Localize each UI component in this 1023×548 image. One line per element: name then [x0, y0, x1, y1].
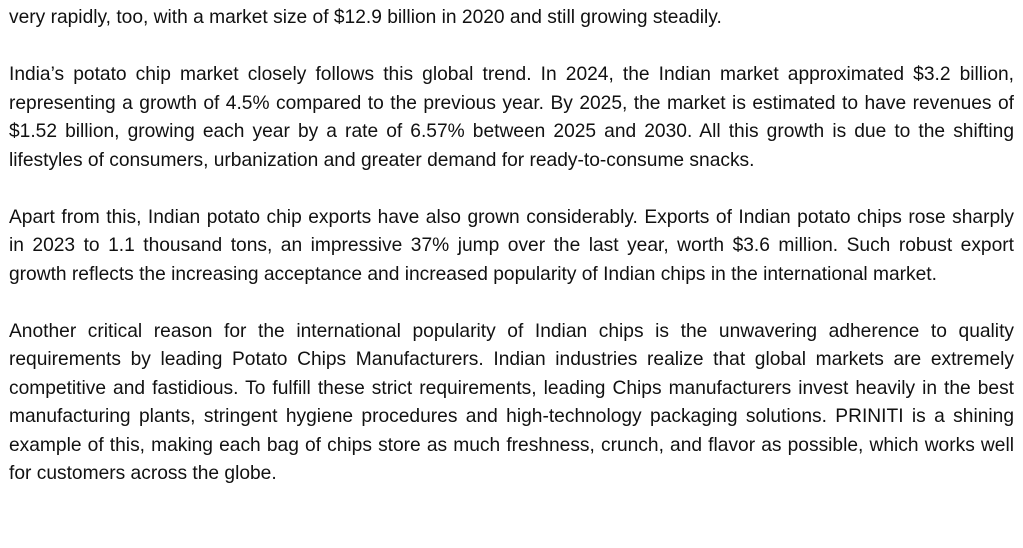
paragraph-india-market: India’s potato chip market closely follows this global trend. In 2024, the Indian market approximated $3.2 billion, representing a growth of 4.5% compared to the previous year. By 2025, the market is estimated to have revenues of $1.52 billion, growing each year by a rate of 6.57% between 2025 and 2030. All this growth is due to the shifting lifestyles of consumers, urbanization and greater demand for ready-to-consume snacks. [9, 64, 1014, 171]
paragraph-market-size-intro: very rapidly, too, with a market size of $12.9 billion in 2020 and still growing steadily. [9, 7, 722, 28]
paragraph-quality-standards: Another critical reason for the international popularity of Indian chips is the unwavering adherence to quality requirements by leading Potato Chips Manufacturers. Indian industries realize that global markets are extremely competitive and fastidious. To fulfill these strict requirements, leading Chips manufacturers invest heavily in the best manufacturing plants, stringent hygiene procedures and high-technology packaging solutions. PRINITI is a shining example of this, making each bag of chips store as much freshness, crunch, and flavor as possible, which works well for customers across the globe. [9, 320, 1014, 484]
paragraph-exports: Apart from this, Indian potato chip exports have also grown considerably. Exports of Indian potato chips rose sharply in 2023 to 1.1 thousand tons, an impressive 37% jump over the last year, worth $3.6 million. Such robust export growth reflects the increasing acceptance and increased popularity of Indian chips in the international market. [9, 206, 1014, 285]
